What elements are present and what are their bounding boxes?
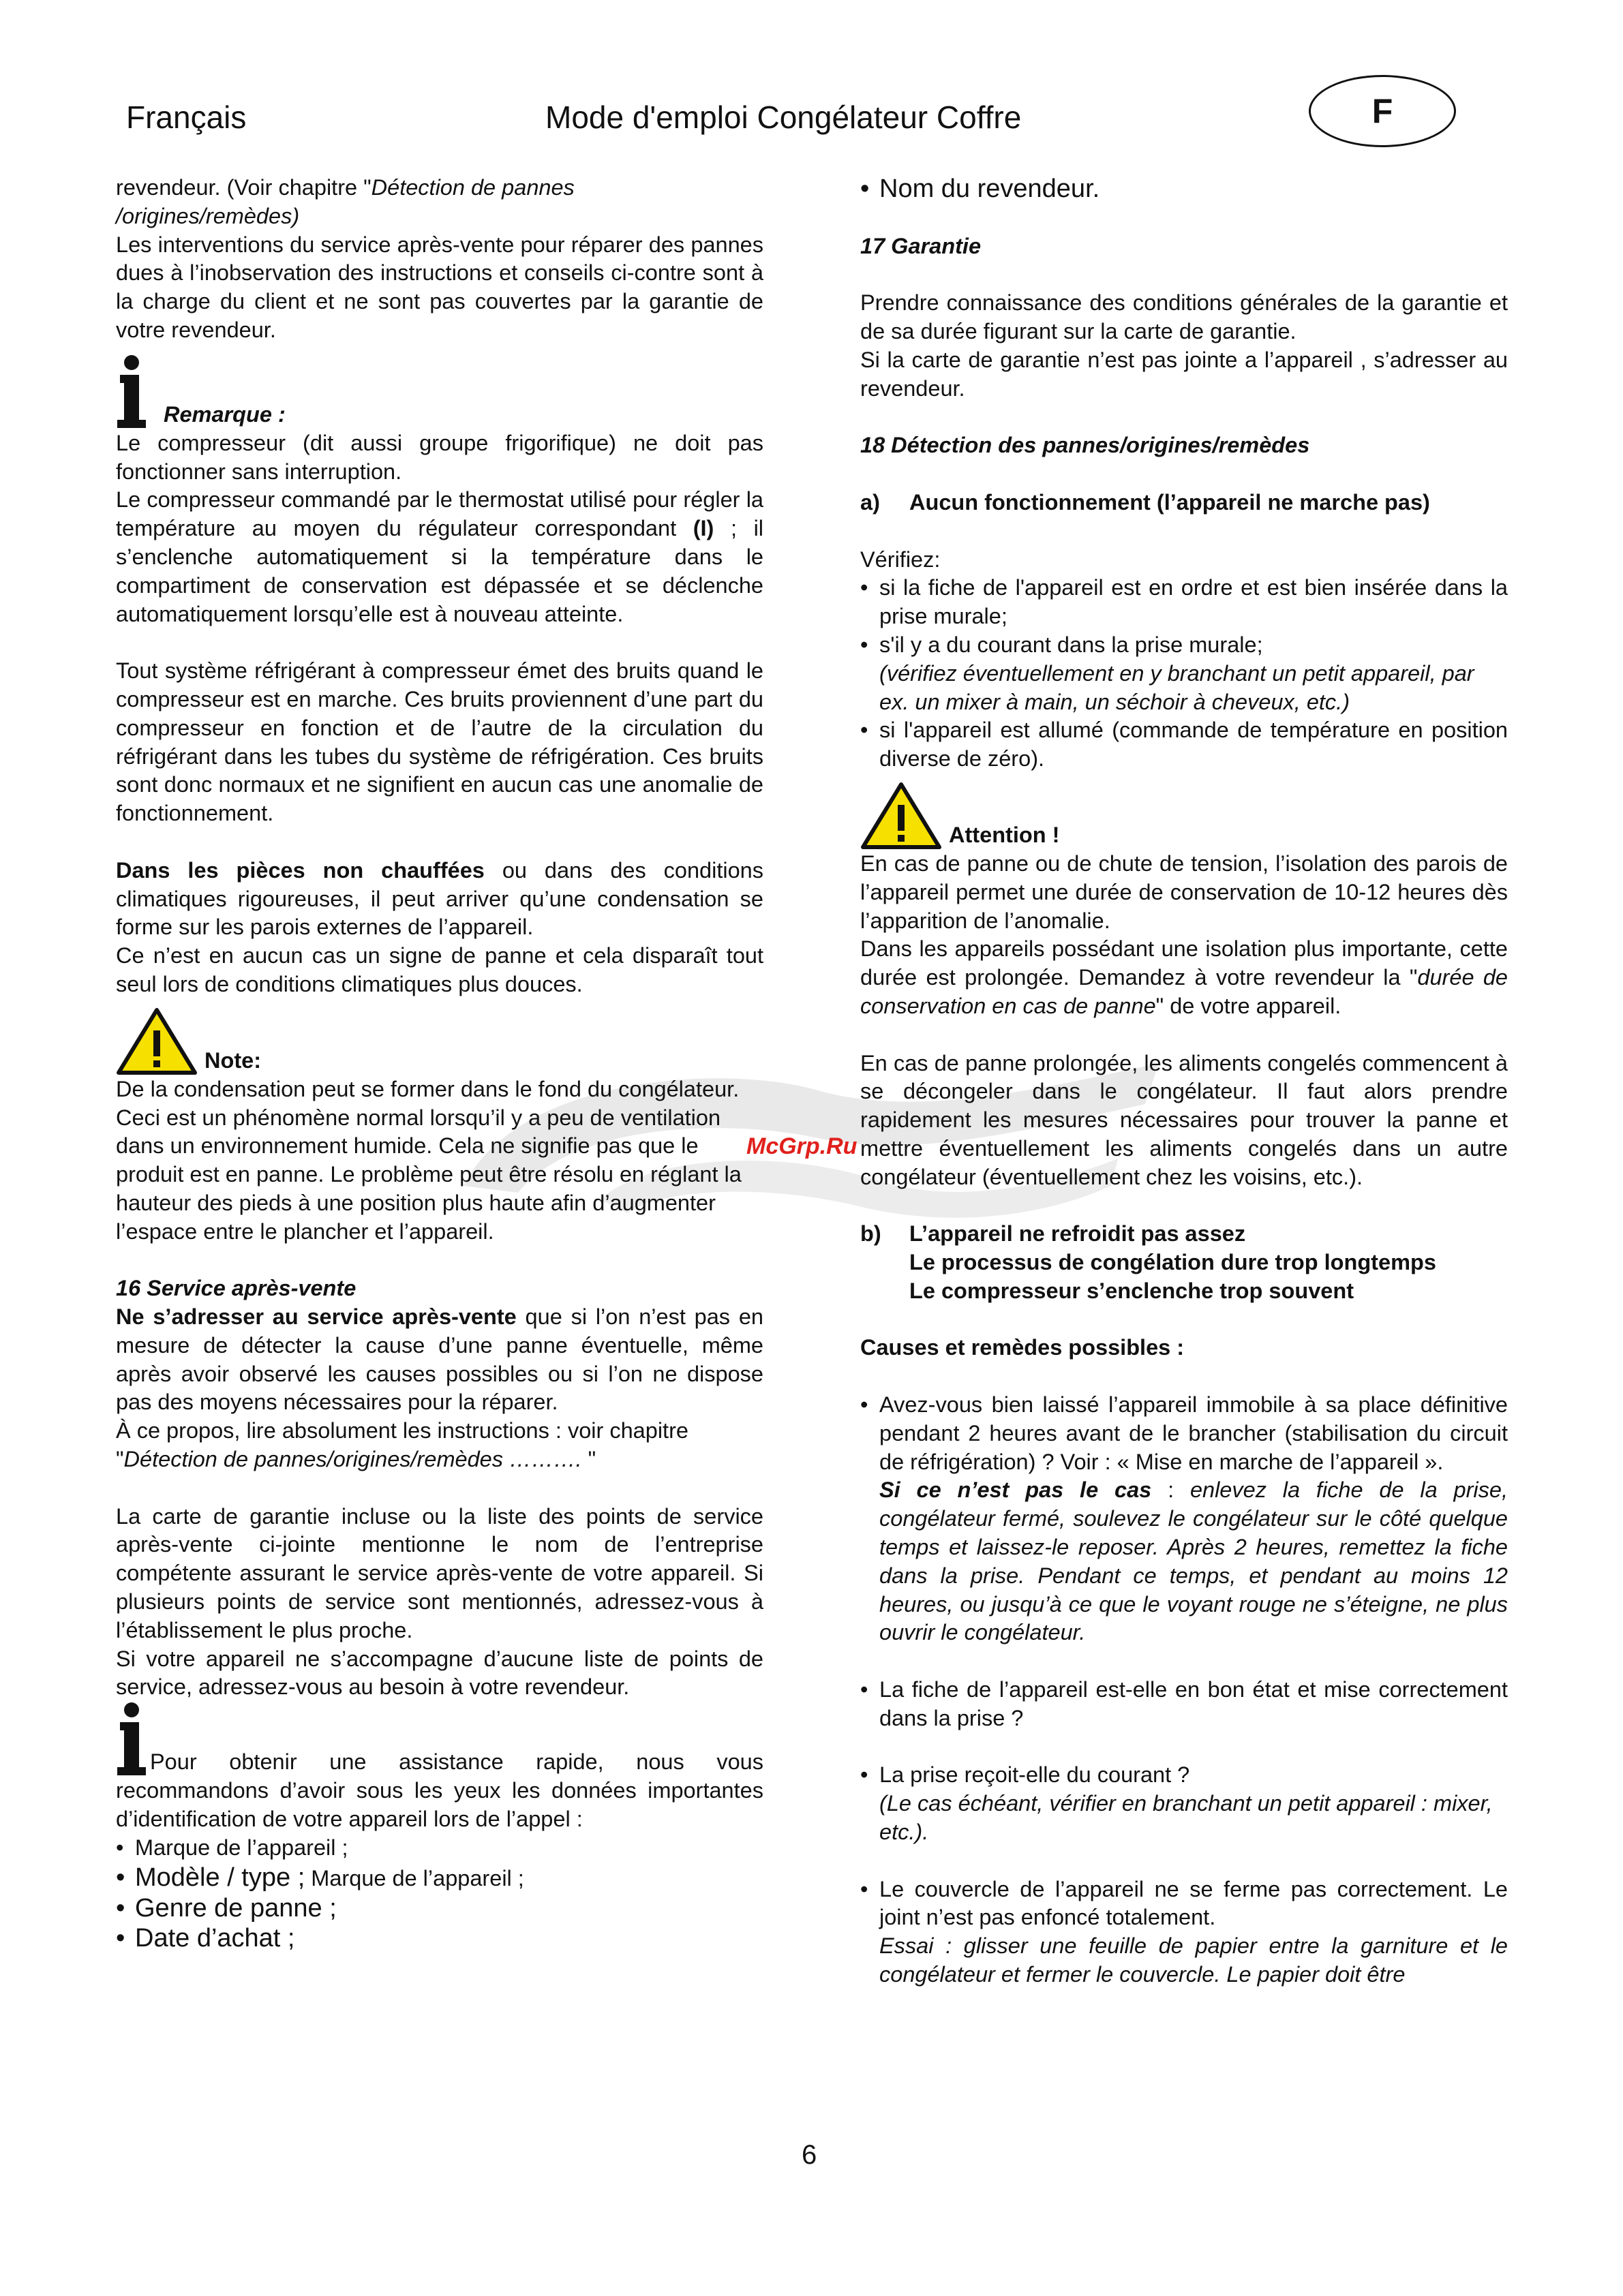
list-item: • La fiche de l’appareil est-elle en bon état et mise correctement dans la prise ?	[860, 1676, 1508, 1733]
bullet-icon: •	[860, 174, 870, 203]
watermark-text: McGrp.Ru	[746, 1133, 858, 1159]
list-item: • si l'appareil est allumé (commande de température en position diverse de zéro).	[860, 716, 1508, 774]
bullet-icon: •	[860, 632, 868, 657]
paragraph: Dans les pièces non chauffées ou dans des conditions climatiques rigoureuses, il peut arriver qu’une condensation se forme sur les parois externes de l’appareil.	[116, 857, 763, 940]
bullet-icon: •	[116, 1835, 124, 1860]
left-column	[116, 174, 763, 1953]
list-item: • Date d’achat ;	[116, 1923, 295, 1953]
bullet-icon: •	[860, 1392, 868, 1418]
header-title: Mode d'emploi Congélateur Coffre	[545, 100, 1022, 135]
list-item: • s'il y a du courant dans la prise murale; (vérifiez éventuellement en y branchant un petit appareil, par ex. un mixer à main, un séchoir à cheveux, etc.)	[860, 631, 1508, 716]
info-icon	[116, 1702, 147, 1777]
section-17-title: 17 Garantie	[860, 233, 982, 258]
bullet-icon: •	[116, 1923, 125, 1953]
paragraph: recommandons d’avoir sous les yeux les données importantes d’identification de votre appareil lors de l’appel :	[116, 1778, 763, 1832]
section-18-title: 18 Détection des pannes/origines/remèdes	[860, 433, 1310, 458]
list-item: • La prise reçoit-elle du courant ? (Le cas échéant, vérifier en branchant un petit appareil : mixer, etc.).	[860, 1761, 1508, 1846]
list-item: • Avez-vous bien laissé l’appareil immobile à sa place définitive pendant 2 heures avant de le brancher (stabilisation du circuit de réfrigération) ? Voir : « Mise en marche de l’appareil ». Si ce n’est pas le cas : enlevez la fiche de la prise, congélateur fermé, soulevez le congélateur sur le côté quelque temps et laissez-le reposer. Après 2 heures, remettez la fiche dans la prise. Pendant ce temps, et pendant au moins 12 heures, ou jusqu’à ce que le voyant rouge ne s’éteigne, ne plus ouvrir le congélateur.	[860, 1391, 1508, 1647]
paragraph: Le compresseur (dit aussi groupe frigorifique) ne doit pas fonctionner sans interruption.	[116, 430, 763, 484]
paragraph: Vérifiez:	[860, 547, 941, 572]
subsection-a-title: a) Aucun fonctionnement (l’appareil ne marche pas)	[860, 489, 1430, 515]
list-item: • Modèle / type ; Marque de l’appareil ;	[116, 1863, 524, 1892]
assistance-heading: Pour obtenir une assistance rapide, nous vous	[116, 1702, 763, 1777]
list-item: • Le couvercle de l’appareil ne se ferme pas correctement. Le joint n’est pas enfoncé totalement. Essai : glisser une feuille de papier entre la garniture et le congélateur et fermer le couvercle. Le papier doit être	[860, 1876, 1508, 1989]
bullet-icon: •	[860, 1677, 868, 1702]
paragraph: En cas de panne prolongée, les aliments congelés commencent à se décongeler dans le congélateur. Il faut alors prendre rapidement les mesures nécessaires pour trouver la panne et mettre éventuellement les aliments congelés dans un autre congélateur (éventuellement chez les voisins, etc.).	[860, 1050, 1508, 1189]
list-item: • Genre de panne ;	[116, 1893, 337, 1923]
paragraph: La carte de garantie incluse ou la liste des points de service après-vente ci-jointe mentionne le nom de l’entreprise compétente assurant le service après-vente de votre appareil. Si plusieurs points de service sont mentionnés, adressez-vous à l’établissement le plus proche.	[116, 1503, 763, 1642]
subsection-b-title: b) L’appareil ne refroidit pas assez Le processus de congélation dure trop longtemps Le compresseur s’enclenche trop souvent	[860, 1221, 1436, 1303]
warning-icon	[860, 782, 942, 850]
right-column	[860, 174, 1508, 1989]
bullet-icon: •	[860, 718, 868, 743]
paragraph: Tout système réfrigérant à compresseur émet des bruits quand le compresseur est en marche. Ces bruits proviennent d’une part du compresseur en fonction et de l’autre de la circulation du réfrigérant dans les tubes du système de réfrigération. Ces bruits sont donc normaux et ne signifient en aucun cas une anomalie de fonctionnement.	[116, 658, 763, 826]
bullet-icon: •	[116, 1863, 125, 1892]
causes-heading: Causes et remèdes possibles :	[860, 1335, 1185, 1360]
warning-icon	[116, 1007, 198, 1075]
paragraph: Si votre appareil ne s’accompagne d’aucune liste de points de service, adressez-vous au besoin à votre revendeur.	[116, 1646, 763, 1700]
list-item: • si la fiche de l'appareil est en ordre et est bien insérée dans la prise murale;	[860, 574, 1508, 631]
remarque-heading: Remarque :	[116, 345, 763, 429]
paragraph: Le compresseur commandé par le thermostat utilisé pour régler la température au moyen du régulateur correspondant (I) ; il s’enclenche automatiquement si la température dans le compartiment de conservation est dépassée et se déclenche automatiquement lorsqu’elle est à nouveau atteinte.	[116, 487, 764, 626]
paragraph: Prendre connaissance des conditions générales de la garantie et de sa durée figurant sur la carte de garantie.	[860, 290, 1508, 344]
paragraph: Ce n’est en aucun cas un signe de panne et cela disparaît tout seul lors de conditions climatiques plus douces.	[116, 943, 763, 996]
bullet-icon: •	[116, 1893, 125, 1923]
bullet-icon: •	[860, 1876, 868, 1901]
attention-heading: Attention !	[860, 774, 1508, 850]
paragraph: Les interventions du service après-vente pour réparer des pannes dues à l’inobservation des instructions et conseils ci-contre sont à la charge du client et ne sont pas couvertes par la garantie de votre revendeur.	[116, 232, 763, 342]
list-item: • Marque de l’appareil ;	[116, 1834, 763, 1863]
list-item: • Nom du revendeur.	[860, 174, 1100, 203]
header-language: Français	[126, 100, 247, 135]
bullet-icon: •	[860, 575, 868, 600]
paragraph: revendeur. (Voir chapitre "Détection de pannes /origines/remèdes)	[116, 175, 575, 228]
paragraph: De la condensation peut se former dans le fond du congélateur. Ceci est un phénomène normal lorsqu’il y a peu de ventilation dans un environnement humide. Cela ne signifie pas que le produit est en panne. Le problème peut être résolu en réglant la hauteur des pieds à une position plus haute afin d’augmenter l’espace entre le plancher et l’appareil.	[116, 1076, 742, 1244]
paragraph: Si la carte de garantie n’est pas jointe a l’appareil , s’adresser au revendeur.	[860, 347, 1508, 401]
info-icon	[116, 354, 147, 429]
page-number: 6	[802, 2140, 817, 2170]
section-16-title: 16 Service après-vente	[116, 1276, 357, 1301]
language-badge: F	[1309, 75, 1456, 147]
note-heading: Note:	[116, 999, 763, 1075]
paragraph: À ce propos, lire absolument les instructions : voir chapitre "Détection de pannes/origines/remèdes ………. "	[116, 1418, 688, 1472]
paragraph: En cas de panne ou de chute de tension, l’isolation des parois de l’appareil permet une durée de conservation de 10-12 heures dès l’apparition de l’anomalie.	[860, 851, 1508, 933]
bullet-icon: •	[860, 1762, 868, 1788]
paragraph: Ne s’adresser au service après-vente que si l’on n’est pas en mesure de détecter la cause d’une panne éventuelle, même après avoir observé les causes possibles ou si l’on ne dispose pas des moyens nécessaires pour la réparer.	[116, 1304, 763, 1415]
paragraph: Dans les appareils possédant une isolation plus importante, cette durée est prolongée. Demandez à votre revendeur la "durée de conservation en cas de panne" de votre appareil.	[860, 936, 1508, 1018]
